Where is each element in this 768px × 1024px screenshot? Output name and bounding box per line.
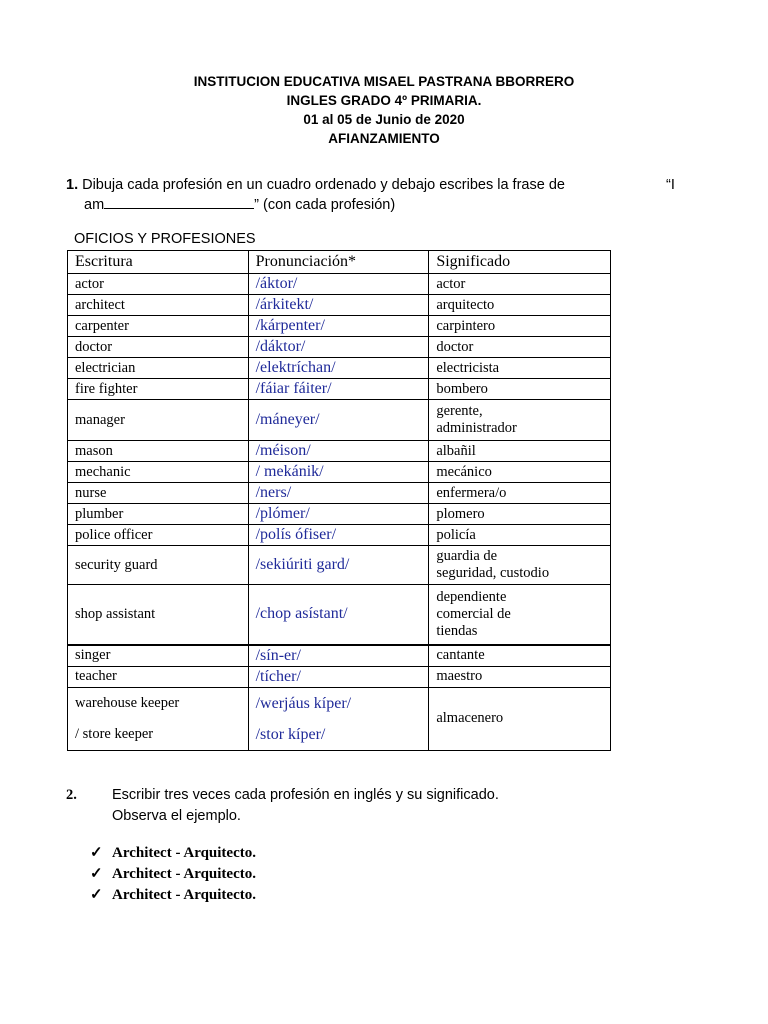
meaning-line: dependiente [436,588,507,605]
grade-title: INGLES GRADO 4º PRIMARIA. [286,93,482,108]
list-item [90,885,256,906]
meaning-line: administrador [436,420,517,436]
word-cell: electrician [68,358,249,379]
table-row [68,504,611,525]
table-row [68,585,611,645]
word-line: warehouse keeper [75,694,180,711]
pronunciation-cell: /áktor/ [248,274,429,295]
table-row [68,316,611,337]
pronunciation-cell: /plómer/ [248,504,429,525]
meaning-line: gerente, [436,403,483,419]
meaning-cell: doctor [429,337,611,358]
question-2-number: 2. [66,787,77,803]
list-item [90,843,256,864]
meaning-line: seguridad, custodio [436,565,550,581]
meaning-cell: actor [429,274,611,295]
word-cell: police officer [68,525,249,546]
question-2 [66,785,499,827]
pronunciation-cell: /elektríchan/ [248,358,429,379]
meaning-cell: almacenero [429,687,611,750]
meaning-line: guardia de [436,548,498,564]
question-1-quote: “I [666,177,675,193]
pronunciation-cell: /dáktor/ [248,337,429,358]
word-cell: security guard [68,546,249,585]
meaning-cell: cantante [429,645,611,667]
pronunciation-cell: /kárpenter/ [248,316,429,337]
question-2-subtext: Observa el ejemplo. [112,808,241,824]
table-row [68,295,611,316]
word-cell [68,687,249,750]
school-name: INSTITUCION EDUCATIVA MISAEL PASTRANA BBORRERO [193,74,575,89]
word-cell: nurse [68,483,249,504]
word-cell: carpenter [68,316,249,337]
professions-table [67,250,611,751]
table-row [68,483,611,504]
checkmark-icon: ✓ [90,845,103,861]
checkmark-icon: ✓ [90,887,103,903]
pronunciation-cell: /tícher/ [248,666,429,687]
pronunciation-cell: /máneyer/ [248,400,429,441]
table-title: OFICIOS Y PROFESIONES [74,231,256,247]
meaning-cell: bombero [429,379,611,400]
table-row [68,666,611,687]
list-item [90,864,256,885]
table-row [68,274,611,295]
pronunciation-cell: /sín-er/ [248,645,429,667]
checkmark-icon: ✓ [90,866,103,882]
word-cell: fire fighter [68,379,249,400]
word-cell: manager [68,400,249,441]
pronunciation-cell: /fáiar fáiter/ [248,379,429,400]
table-header-row [68,251,611,274]
pronunciation-cell [248,687,429,750]
word-cell: singer [68,645,249,667]
question-1 [66,175,706,215]
meaning-cell: electricista [429,358,611,379]
meaning-cell: maestro [429,666,611,687]
header-significado: Significado [429,251,611,274]
table-row [68,400,611,441]
table-row [68,645,611,667]
meaning-cell [429,585,611,645]
word-cell: teacher [68,666,249,687]
fill-blank-line [104,196,254,209]
word-line: / store keeper [75,725,154,742]
meaning-cell: arquitecto [429,295,611,316]
question-1-text-end: ” (con cada profesión) [254,197,396,213]
meaning-line: comercial de [436,605,511,622]
meaning-line: tiendas [436,622,478,639]
table-row [68,525,611,546]
meaning-cell: policía [429,525,611,546]
table-row [68,546,611,585]
table-row [68,337,611,358]
word-cell: architect [68,295,249,316]
pron-line: /werjáus kíper/ [255,694,352,712]
example-text: Architect - Arquitecto. [112,887,256,903]
word-cell: mechanic [68,462,249,483]
table-row [68,462,611,483]
table-row [68,379,611,400]
word-cell: shop assistant [68,585,249,645]
header-escritura: Escritura [68,251,249,274]
pronunciation-cell: /sekiúriti gard/ [248,546,429,585]
word-cell: plumber [68,504,249,525]
question-2-text: Escribir tres veces cada profesión en inglés y su significado. [112,787,499,803]
pron-line: /stor kíper/ [255,725,326,743]
question-1-number: 1. [66,177,79,193]
meaning-cell: enfermera/o [429,483,611,504]
word-cell: mason [68,441,249,462]
meaning-cell [429,400,611,441]
table-row [68,687,611,750]
pronunciation-cell: /méison/ [248,441,429,462]
meaning-cell: carpintero [429,316,611,337]
pronunciation-cell: /ners/ [248,483,429,504]
question-1-am: am [84,197,105,213]
pronunciation-cell: / mekánik/ [248,462,429,483]
date-range: 01 al 05 de Junio de 2020 [303,112,465,127]
meaning-cell [429,546,611,585]
header-pronunciacion: Pronunciación* [248,251,429,274]
example-text: Architect - Arquitecto. [112,845,256,861]
document-header [0,72,768,148]
word-cell: actor [68,274,249,295]
section-title: AFIANZAMIENTO [328,131,440,146]
table-row [68,358,611,379]
meaning-cell: albañil [429,441,611,462]
example-list [90,843,256,906]
meaning-cell: mecánico [429,462,611,483]
pronunciation-cell: /polís ófiser/ [248,525,429,546]
word-cell: doctor [68,337,249,358]
pronunciation-cell: /árkitekt/ [248,295,429,316]
pronunciation-cell: /chop asístant/ [248,585,429,645]
table-row [68,441,611,462]
meaning-cell: plomero [429,504,611,525]
question-1-text: Dibuja cada profesión en un cuadro ordenado y debajo escribes la frase de [82,177,565,193]
example-text: Architect - Arquitecto. [112,866,256,882]
